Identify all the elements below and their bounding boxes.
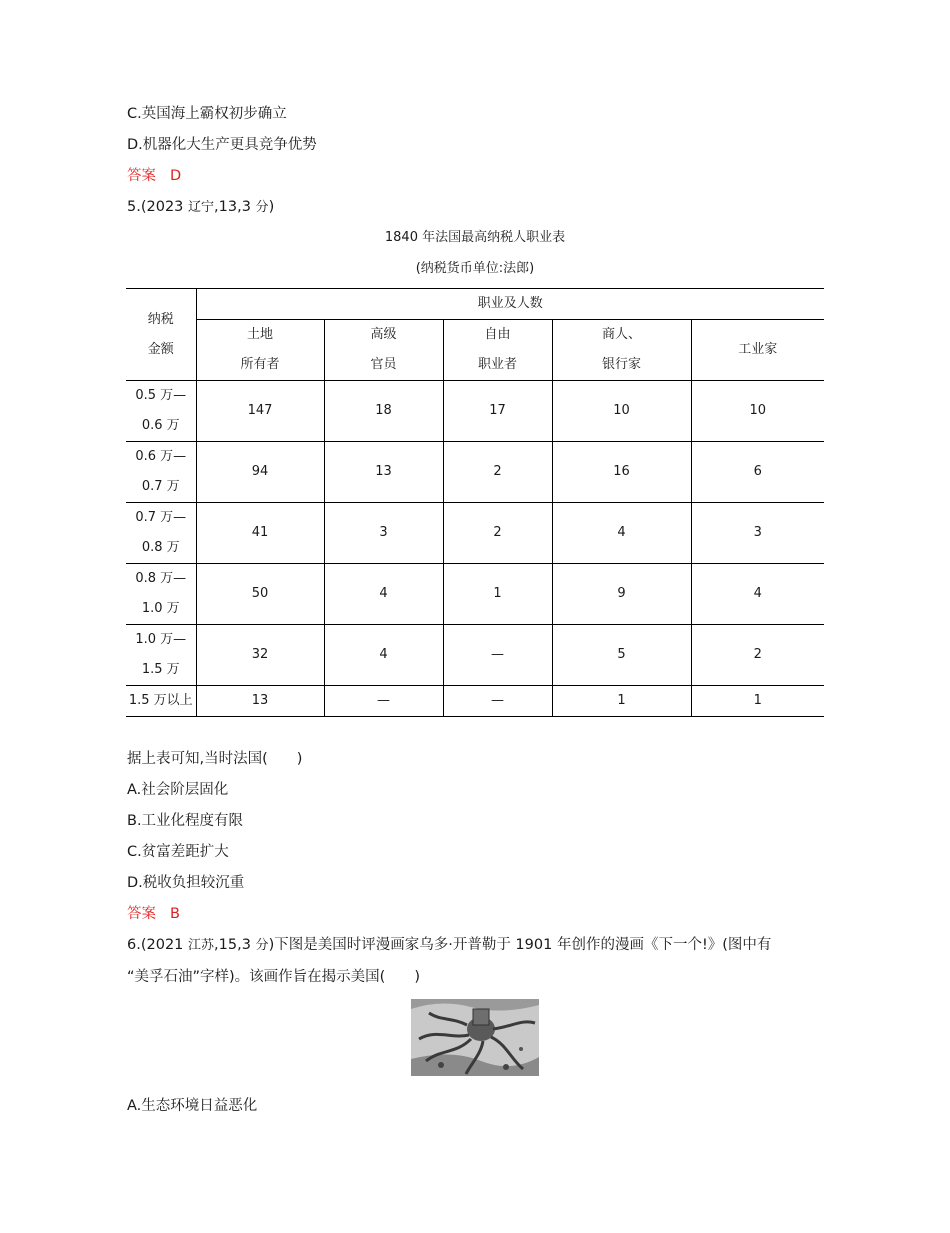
table-cell: 4	[552, 503, 691, 564]
table-cell: 41	[196, 503, 324, 564]
table-cell: 10	[552, 381, 691, 442]
option-c: C.贫富差距扩大	[127, 844, 229, 860]
answer-line-1	[127, 166, 181, 186]
row-range: 0.5 万— 0.6 万	[126, 381, 196, 442]
table-row	[126, 564, 824, 625]
table-cell: 1	[443, 564, 552, 625]
group-header: 职业及人数	[196, 289, 824, 320]
table-row	[126, 442, 824, 503]
table-title: 1840 年法国最高纳税人职业表	[384, 230, 566, 245]
row-range: 0.8 万— 1.0 万	[126, 564, 196, 625]
corner-header: 纳税 金额	[126, 289, 196, 381]
question-6-line-1: 6.(2021 江苏,15,3 分)下图是美国时评漫画家乌多·开普勒于 1901 年创作的漫画《下一个!》(图中有	[127, 937, 772, 953]
q5-prefix: 5.(2023	[127, 199, 189, 215]
table-cell: —	[443, 686, 552, 717]
row-range: 0.7 万— 0.8 万	[126, 503, 196, 564]
tax-table	[126, 288, 824, 717]
table-cell: 18	[324, 381, 443, 442]
q5-fen: 分	[255, 200, 269, 215]
table-cell: 2	[443, 442, 552, 503]
answer-label: 答案	[127, 906, 156, 922]
answer-label: 答案	[127, 168, 156, 184]
table-cell: 2	[443, 503, 552, 564]
answer-value: B	[170, 906, 180, 922]
table-cell: 50	[196, 564, 324, 625]
question-6-option-a: A.生态环境日益恶化	[127, 1098, 258, 1114]
table-cell: 1	[552, 686, 691, 717]
table-cell: 1	[691, 686, 824, 717]
option-c-prev: C.英国海上霸权初步确立	[127, 106, 287, 122]
cartoon-illustration	[411, 999, 539, 1076]
table-cell: 16	[552, 442, 691, 503]
option-a: A.社会阶层固化	[127, 782, 229, 798]
table-row	[126, 503, 824, 564]
column-header: 自由 职业者	[443, 320, 552, 381]
table-cell: 13	[196, 686, 324, 717]
question-5-header	[127, 197, 274, 218]
table-cell: —	[324, 686, 443, 717]
table-cell: 17	[443, 381, 552, 442]
option-b: B.工业化程度有限	[127, 813, 244, 829]
table-cell: 5	[552, 625, 691, 686]
table-cell: 4	[324, 625, 443, 686]
table-cell: 147	[196, 381, 324, 442]
table-cell: 3	[691, 503, 824, 564]
option-d: D.税收负担较沉重	[127, 875, 245, 891]
q5-close: )	[268, 199, 275, 215]
octopus-cartoon-image	[411, 999, 539, 1076]
q5-suffix: ,13,3	[214, 199, 256, 215]
q5-province: 辽宁	[188, 200, 215, 215]
option-d-prev: D.机器化大生产更具竞争优势	[127, 137, 317, 153]
table-row	[126, 625, 824, 686]
table-cell: 4	[691, 564, 824, 625]
answer-line-2	[127, 904, 180, 924]
table-cell: 9	[552, 564, 691, 625]
column-header: 商人、 银行家	[552, 320, 691, 381]
table-cell: 6	[691, 442, 824, 503]
answer-value: D	[170, 168, 182, 184]
table-cell: 94	[196, 442, 324, 503]
table-row	[126, 686, 824, 717]
table-cell: 4	[324, 564, 443, 625]
row-range: 1.5 万以上	[126, 686, 196, 717]
question-5-stem: 据上表可知,当时法国( )	[127, 751, 303, 767]
column-header: 高级 官员	[324, 320, 443, 381]
row-range: 1.0 万— 1.5 万	[126, 625, 196, 686]
row-range: 0.6 万— 0.7 万	[126, 442, 196, 503]
question-6-line-2: “美孚石油”字样)。该画作旨在揭示美国( )	[127, 969, 420, 985]
table-cell: 13	[324, 442, 443, 503]
column-header: 工业家	[691, 320, 824, 381]
table-cell: 3	[324, 503, 443, 564]
table-cell: —	[443, 625, 552, 686]
table-cell: 2	[691, 625, 824, 686]
table-subtitle: (纳税货币单位:法郎)	[415, 261, 535, 276]
table-row	[126, 381, 824, 442]
table-cell: 10	[691, 381, 824, 442]
column-header: 土地 所有者	[196, 320, 324, 381]
table-cell: 32	[196, 625, 324, 686]
